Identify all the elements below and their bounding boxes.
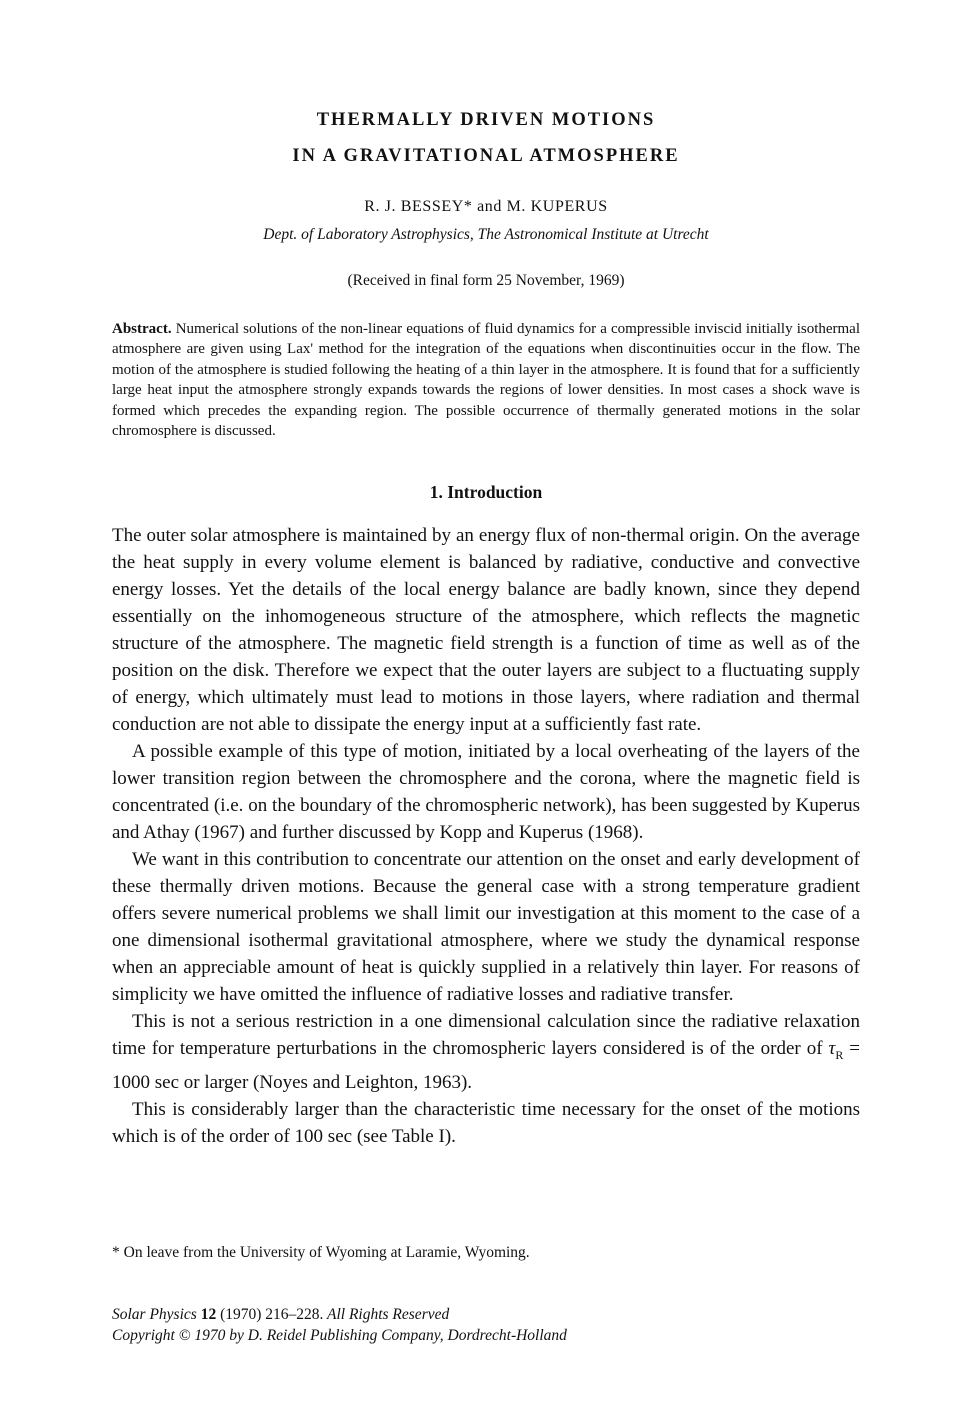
rights-text: All Rights Reserved bbox=[323, 1306, 450, 1323]
affiliation: Dept. of Laboratory Astrophysics, The Astronomical Institute at Utrecht bbox=[263, 226, 709, 243]
paragraph: We want in this contribution to concentrate our attention on the onset and early development of these thermally driven motions. Because the general case with a strong temperature gradient offers severe numerical problems we shall limit our investigation at this moment to the case of a one dimensional isothermal gravitational atmosphere, where we study the dynamical response when an appreciable amount of heat is quickly supplied in a relatively thin layer. For reasons of simplicity we have omitted the influence of radiative losses and radiative transfer. bbox=[112, 849, 860, 1005]
paragraph-text-end: = 1000 sec or larger (Noyes and Leighton, 1963). bbox=[112, 1038, 861, 1093]
journal-pages: (1970) 216–228. bbox=[216, 1306, 324, 1323]
abstract-label: Abstract. bbox=[112, 321, 172, 337]
abstract-text: Numerical solutions of the non-linear equations of fluid dynamics for a compressible inviscid initially isothermal atmosphere are given using Lax' method for the integration of the equations when discontinuities occur in the flow. The motion of the atmosphere is studied following the heating of a thin layer in the atmosphere. It is found that for a sufficiently large heat input the atmosphere strongly expands towards the regions of lower densities. In most cases a shock wave is formed which precedes the expanding region. The possible occurrence of thermally generated motions in the solar chromosphere is discussed. bbox=[112, 321, 861, 440]
footnote: * On leave from the University of Wyoming at Laramie, Wyoming. bbox=[112, 1244, 530, 1261]
journal-footer bbox=[112, 1304, 860, 1346]
paragraph: This is considerably larger than the characteristic time necessary for the onset of the motions which is of the order of 100 sec (see Table I). bbox=[112, 1098, 860, 1147]
section-heading: 1. Introduction bbox=[429, 482, 543, 502]
journal-volume: 12 bbox=[200, 1306, 217, 1323]
paragraph: The outer solar atmosphere is maintained by an energy flux of non-thermal origin. On the average the heat supply in every volume element is balanced by radiative, conductive and convective energy losses. Yet the details of the local energy balance are badly known, since they depend essentially on the inhomogeneous structure of the atmosphere, which reflects the magnetic structure of the atmosphere. The magnetic field strength is a function of time as well as of the position on the disk. Therefore we expect that the outer layers are subject to a fluctuating supply of energy, which ultimately must lead to motions in those layers, where radiation and thermal conduction are not able to dissipate the energy input at a sufficiently fast rate. bbox=[112, 525, 860, 735]
abstract bbox=[112, 319, 860, 441]
paragraph-text-start: This is not a serious restriction in a one dimensional calculation since the radiative relaxation time for temperature perturbations in the chromospheric layers considered is of the order of bbox=[112, 1011, 860, 1059]
copyright-line: Copyright © 1970 by D. Reidel Publishing Company, Dordrecht-Holland bbox=[112, 1327, 567, 1344]
authors: R. J. BESSEY* and M. KUPERUS bbox=[364, 198, 608, 215]
paper-title-line-2: IN A GRAVITATIONAL ATMOSPHERE bbox=[292, 146, 680, 166]
introduction-body bbox=[112, 522, 860, 1150]
paper-title-line-1: THERMALLY DRIVEN MOTIONS bbox=[316, 110, 656, 130]
paragraph: A possible example of this type of motion, initiated by a local overheating of the layers of the lower transition region between the chromosphere and the corona, where the magnetic field is concentrated (i.e. on the boundary of the chromospheric network), has been suggested by Kuperus and Athay (1967) and further discussed by Kopp and Kuperus (1968). bbox=[112, 741, 860, 843]
paragraph-with-formula bbox=[112, 1008, 860, 1096]
received-date: (Received in final form 25 November, 1969) bbox=[347, 272, 625, 289]
tau-symbol: τ bbox=[828, 1038, 836, 1059]
tau-subscript: R bbox=[835, 1047, 844, 1062]
tau-formula bbox=[828, 1038, 844, 1062]
citation-line bbox=[112, 1304, 860, 1325]
journal-name: Solar Physics bbox=[112, 1306, 197, 1323]
